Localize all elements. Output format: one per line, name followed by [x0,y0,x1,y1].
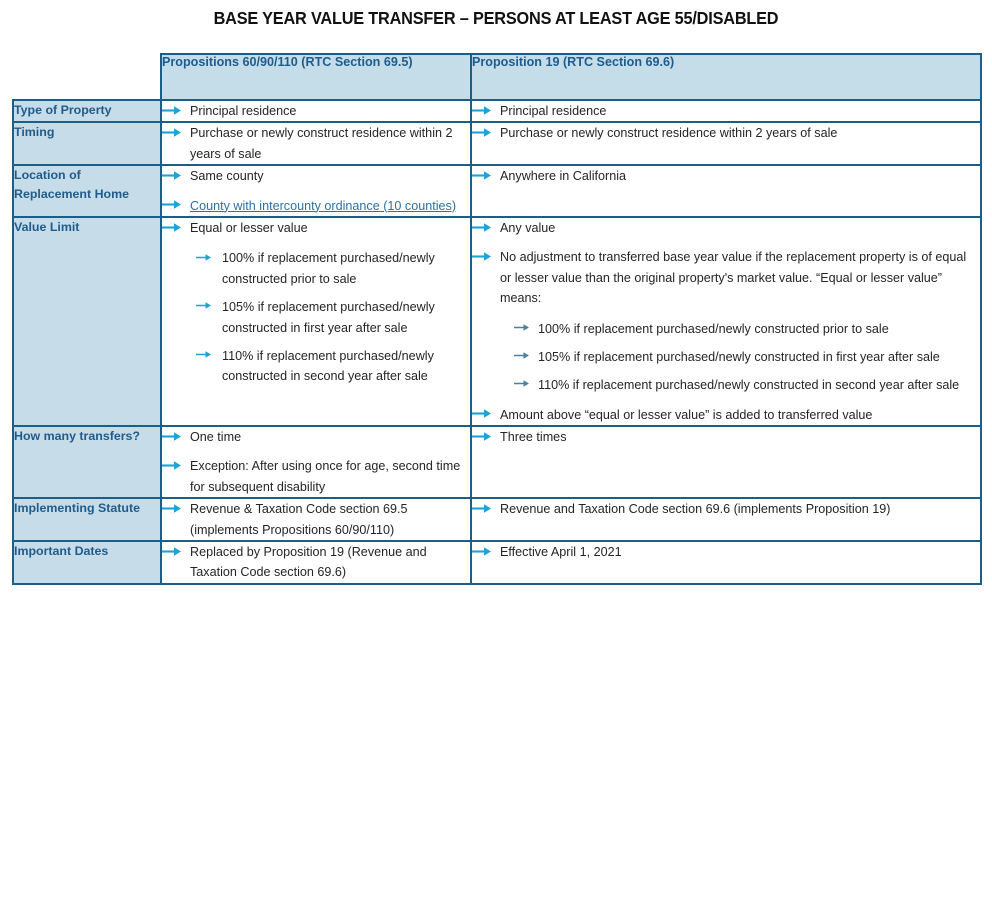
column-header-prop60: Propositions 60/90/110 (RTC Section 69.5) [161,54,471,100]
bullet-list [472,123,980,143]
cell-prop19-0 [471,100,981,122]
arrow-bullet-icon [162,127,182,138]
bullet-list [472,542,980,562]
bullet-item [472,101,980,121]
sub-bullet-item [196,346,470,387]
cell-prop19-3 [471,217,981,426]
sub-bullet-item [196,248,470,289]
bullet-list [162,542,470,583]
arrow-bullet-icon [162,222,182,233]
sub-bullet-text: 110% if replacement purchased/newly constructed in second year after sale [538,378,960,393]
sub-bullet-text: 110% if replacement purchased/newly constructed in second year after sale [222,348,434,384]
bullet-item [472,499,980,519]
table-row [13,165,981,217]
bullet-list [162,123,470,164]
bullet-text: No adjustment to transferred base year value if the replacement property is of equal or lesser value than the original property's market value. “Equal or lesser value” means: [500,250,967,306]
bullet-item [162,542,470,583]
table-header-row [13,54,981,100]
bullet-list [162,427,470,497]
bullet-text: Principal residence [190,104,297,118]
bullet-item [162,123,470,164]
cell-prop60-2 [161,165,471,217]
arrow-subbullet-icon [514,323,530,332]
arrow-bullet-icon [472,222,492,233]
arrow-bullet-icon [472,431,492,442]
bullet-text: Replaced by Proposition 19 (Revenue and Taxation Code section 69.6) [190,545,427,580]
sub-bullet-text: 100% if replacement purchased/newly constructed prior to sale [538,321,889,336]
cell-prop60-0 [161,100,471,122]
table-row [13,541,981,584]
bullet-text: One time [190,430,242,445]
sub-bullet-item [514,347,980,367]
bullet-list [472,218,980,425]
bullet-list [472,499,980,519]
cell-prop19-1 [471,122,981,165]
column-header-prop19: Proposition 19 (RTC Section 69.6) [471,54,981,100]
table-row [13,122,981,165]
bullet-text: Equal or lesser value [190,220,308,235]
row-label-5: Implementing Statute [13,498,161,541]
bullet-text: Effective April 1, 2021 [500,545,622,560]
arrow-bullet-icon [162,199,182,210]
bullet-text: Any value [500,220,556,235]
bullet-list [162,218,470,387]
arrow-subbullet-icon [196,301,214,311]
bullet-item [162,101,470,121]
arrow-bullet-icon [162,170,182,181]
sub-bullet-item [196,297,470,338]
arrow-subbullet-icon [196,253,214,263]
bullet-item [472,542,980,562]
arrow-bullet-icon [472,170,492,181]
bullet-item [162,427,470,447]
sub-bullet-text: 105% if replacement purchased/newly constructed in first year after sale [538,349,940,364]
bullet-item [472,166,980,186]
arrow-bullet-icon [162,460,182,471]
bullet-list [472,427,980,447]
bullet-item [162,196,470,216]
comparison-table [12,53,982,585]
row-label-6: Important Dates [13,541,161,584]
table-row [13,217,981,426]
bullet-text: Principal residence [500,104,607,118]
bullet-item [472,218,980,238]
arrow-bullet-icon [472,503,492,514]
bullet-text: Three times [500,430,567,445]
sub-bullet-list [196,248,470,386]
bullet-text: Amount above “equal or lesser value” is added to transferred value [500,407,873,422]
row-label-4: How many transfers? [13,426,161,498]
bullet-list [162,101,470,121]
bullet-text: Purchase or newly construct residence within 2 years of sale [190,126,453,161]
bullet-text: Same county [190,169,264,184]
intercounty-ordinance-link[interactable]: County with intercounty ordinance (10 counties) [190,198,457,213]
bullet-item [162,218,470,387]
arrow-subbullet-icon [514,351,530,360]
cell-prop19-6 [471,541,981,584]
bullet-item [472,123,980,143]
arrow-bullet-icon [472,408,492,419]
cell-prop60-1 [161,122,471,165]
bullet-item [162,166,470,186]
bullet-item [472,405,980,425]
bullet-text: Purchase or newly construct residence within 2 years of sale [500,126,838,141]
arrow-bullet-icon [472,251,492,262]
bullet-text: Anywhere in California [500,169,626,184]
cell-prop19-2 [471,165,981,217]
bullet-item [162,499,470,540]
sub-bullet-text: 105% if replacement purchased/newly constructed in first year after sale [222,300,435,335]
sub-bullet-list [514,319,980,396]
cell-prop19-5 [471,498,981,541]
table-row [13,426,981,498]
arrow-subbullet-icon [514,379,530,388]
cell-prop60-3 [161,217,471,426]
cell-prop60-6 [161,541,471,584]
bullet-text: Exception: After using once for age, second time for subsequent disability [190,459,461,494]
arrow-bullet-icon [162,503,182,514]
row-label-0: Type of Property [13,100,161,122]
bullet-text: Revenue and Taxation Code section 69.6 (implements Proposition 19) [500,502,891,517]
row-label-1: Timing [13,122,161,165]
cell-prop60-4 [161,426,471,498]
table-head [13,54,981,100]
cell-prop60-5 [161,498,471,541]
bullet-item [472,427,980,447]
bullet-list [472,166,980,186]
bullet-text: Revenue & Taxation Code section 69.5 (implements Propositions 60/90/110) [190,502,408,537]
sub-bullet-item [514,375,980,395]
arrow-bullet-icon [162,546,182,557]
arrow-bullet-icon [472,546,492,557]
row-label-3: Value Limit [13,217,161,426]
table-body [13,100,981,584]
arrow-bullet-icon [472,105,492,116]
bullet-list [162,166,470,216]
bullet-list [162,499,470,540]
row-label-2: Location of Replacement Home [13,165,161,217]
arrow-bullet-icon [162,105,182,116]
page-title: BASE YEAR VALUE TRANSFER – PERSONS AT LEAST AGE 55/DISABLED [213,8,779,28]
cell-prop19-4 [471,426,981,498]
bullet-item [162,456,470,497]
header-corner-blank [13,54,161,100]
sub-bullet-text: 100% if replacement purchased/newly constructed prior to sale [222,251,435,286]
table-row [13,498,981,541]
bullet-item [472,247,980,395]
arrow-subbullet-icon [196,350,214,360]
arrow-bullet-icon [162,431,182,442]
arrow-bullet-icon [472,127,492,138]
sub-bullet-item [514,319,980,339]
bullet-list [472,101,980,121]
table-row [13,100,981,122]
